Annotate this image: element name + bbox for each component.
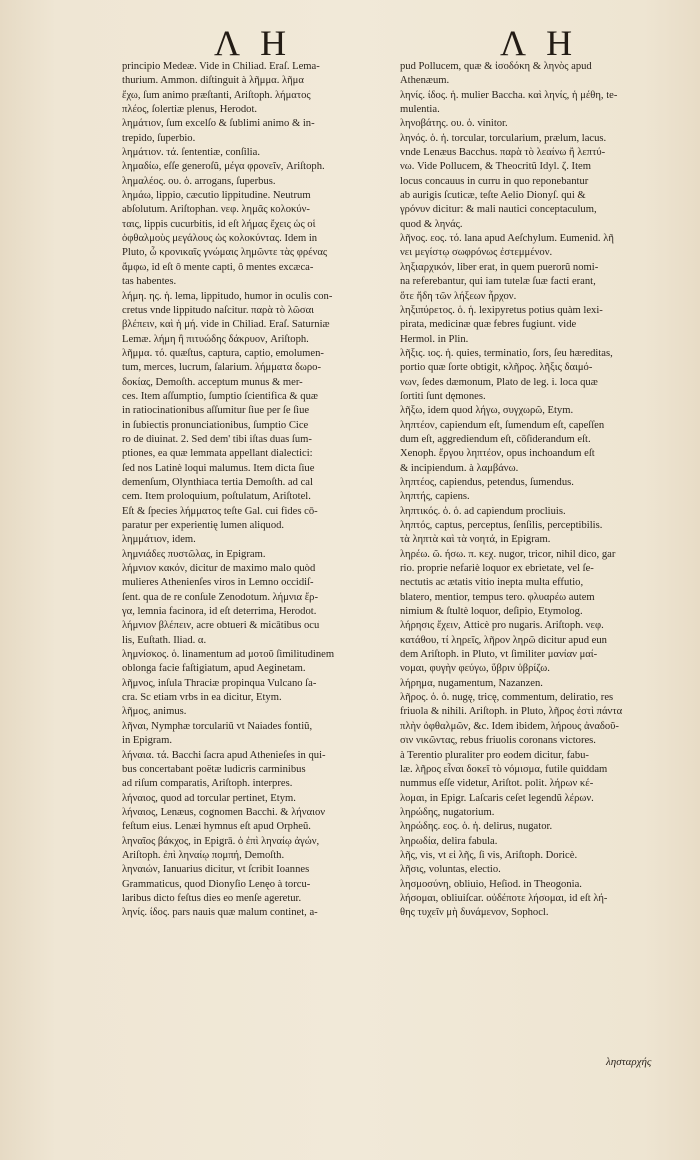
- text-line: à Terentio pluraliter pro eodem dicitur, fabu-: [400, 749, 589, 761]
- text-line: ληξιαρχικόν, liber erat, in quem puerorũ nomi-: [400, 261, 599, 273]
- text-line: γα, lemnia facinora, id eſt deterrima, Herodot.: [122, 606, 317, 618]
- text-line: ληναιών, Ianuarius dicitur, vt ſcribit Ioannes: [122, 864, 310, 876]
- text-line: ro de diuinat. 2. Sed dem' tibi iſtas duas ſum-: [122, 433, 312, 445]
- text-line: thurium. Ammon. diſtinguit à λῆμμα. λῆμα: [122, 75, 304, 87]
- text-line: Lemæ. λήμη ἢ πιτυώδης δάκρυον, Ariſtoph.: [122, 333, 309, 345]
- text-line: ληνίς. ίδος. pars nauis quæ malum continet, a-: [122, 907, 318, 919]
- text-line: tas habentes.: [122, 276, 177, 288]
- text-line: ὀφθαλμοὺς μεγάλους ὡς κολοκύντας. Idem in: [122, 233, 318, 245]
- text-line: ſortiti ſunt dęmones.: [400, 390, 486, 402]
- text-line: πλὴν ὀφθαλμῶν, &c. Idem ibidem, λήρους ἀναδοῦ-: [400, 720, 619, 732]
- text-line: in ſubiectis pronunciationibus, ſumptio Cice: [122, 419, 309, 431]
- text-line: blatero, mentior, tempus tero. φλυαρέω autem: [400, 591, 595, 603]
- text-line: λήναιος, Lenæus, cognomen Bacchi. & λήναιον: [122, 806, 326, 818]
- text-line: locus concauus in curru in quo reponebantur: [400, 175, 589, 187]
- text-line: ὅτε ἤδη τῶν λήξεων ἦρχον.: [400, 290, 517, 302]
- text-line: λῆς, vis, vt εἰ λῆς, ſi vis, Ariſtoph. Doricè.: [400, 849, 578, 861]
- text-line: λῆσις, voluntas, electio.: [400, 864, 501, 876]
- text-line: dum eſt, aggrediendum eſt, cōſiderandum eſt.: [400, 433, 591, 445]
- text-line: λημάω, lippio, cæcutio lippitudine. Neutrum: [122, 190, 311, 202]
- text-line: θης τυχεῖν μὴ δυνάμενον, Sophocl.: [400, 907, 549, 919]
- text-line: πλέος, ſolertiæ plenus, Herodot.: [122, 104, 258, 116]
- text-line: cretus vnde lippitudo naſcitur. παρὰ τὸ λῶσαι: [122, 304, 314, 316]
- text-line: λημαδίω, eſſe generoſũ, μέγα φρονεῖν, Ariſtoph.: [122, 161, 325, 173]
- text-line: ληπτός, captus, perceptus, ſenſilis, perceptibilis.: [400, 520, 603, 531]
- text-line: λῆξω, idem quod λήγω, συγχωρῶ, Etym.: [400, 405, 574, 417]
- running-head-right: Λ Η: [500, 23, 579, 63]
- text-line: cra. Sc etiam vrbs in ea dicitur, Etym.: [122, 692, 282, 704]
- text-line: pirata, medicinæ quæ febres fugiunt. vide: [400, 319, 577, 331]
- text-line: nectutis ac ætatis vitio inepta multa effutio,: [400, 577, 584, 589]
- text-line: vnde Lenæus Bacchus. παρὰ τὸ λεαίνω ἢ λεπτύ-: [400, 147, 606, 159]
- text-line: rio. proprie nefariè loquor ex ebrietate, vel ſe-: [400, 563, 594, 575]
- text-line: principio Medeæ. Vide in Chiliad. Eraſ. Lema-: [122, 61, 320, 72]
- text-line: nimium & ſtultè loquor, deſipio, Etymolog.: [400, 606, 583, 618]
- text-line: ces. Item aſſumptio, ſumptio ſcientifica & quæ: [122, 390, 318, 402]
- text-line: λημαλέος. ου. ὁ. arrogans, ſuperbus.: [122, 175, 276, 187]
- text-line: feſtum eius. Lenæi hymnus eſt apud Orpheũ.: [122, 821, 311, 833]
- text-line: trepido, ſuperbio.: [122, 132, 196, 144]
- text-line: λῆναι, Nymphæ torculariũ vt Naiades fontiũ,: [122, 720, 313, 732]
- text-line: ληνοβάτης. ου. ὁ. vinitor.: [400, 118, 508, 130]
- text-line: ληρωδία, delira fabula.: [400, 835, 498, 847]
- text-line: λῆμμα. τό. quæſtus, captura, captio, emolumen-: [122, 347, 324, 359]
- text-line: λήναιος, quod ad torcular pertinet, Etym.: [122, 792, 296, 804]
- text-line: portio quæ ſorte obtigit, κλῆρος. λῆξις δαιμό-: [400, 362, 593, 374]
- running-head-left: Λ Η: [214, 23, 293, 63]
- text-line: λημάτιον. τά. ſententiæ, conſilia.: [122, 147, 260, 159]
- text-line: λήναια. τά. Bacchi ſacra apud Athenieſes in qui-: [122, 749, 326, 761]
- text-line: βλέπειν, καὶ ἡ μή. vide in Chiliad. Eraſ. Saturniæ: [122, 319, 330, 331]
- text-line: λῆμνος, inſula Thraciæ propinqua Vulcano ſa-: [122, 677, 317, 689]
- text-line: laribus dicto feſtus dies eo menſe ageretur.: [122, 892, 302, 904]
- text-line: ληξιπύρετος. ὁ. ἡ. lexipyretus potius quàm lexi-: [400, 304, 603, 316]
- left-column: [122, 60, 384, 921]
- text-line: ſent. qua de re conſule Zenodotum. λήμνια ἔρ-: [122, 591, 318, 603]
- text-line: ad riſum comparatis, Ariſtoph. interpres.: [122, 778, 293, 790]
- text-line: λήμνιον βλέπειν, acre obtueri & micātibus ocu: [122, 620, 320, 632]
- text-line: lis, Euſtath. Iliad. α.: [122, 634, 207, 646]
- text-line: ληναῖος βάκχος, in Epigrā. ὁ ἐπὶ ληναίῳ ἀγών,: [122, 835, 320, 847]
- text-line: Hermol. in Plin.: [400, 333, 469, 345]
- text-line: ληρώδης. εος. ὁ. ἡ. delirus, nugator.: [400, 821, 553, 833]
- catchword: λησταρχής: [606, 1056, 652, 1068]
- text-line: nummus eſſe videtur, Ariſtot. polit. λήρων κέ-: [400, 778, 594, 790]
- text-line: νομαι, φυγὴν φεύγω, ὕβριν ὑβρίζω.: [400, 663, 550, 675]
- text-line: νει μεγίστῳ σωφρόνως ἐστεμμένον.: [400, 247, 553, 259]
- text-line: ληνίς. ίδος. ἡ. mulier Baccha. καὶ ληνίς, ἡ μέθη, te-: [400, 89, 618, 101]
- text-line: κατάθου, τί ληρεῖς, λῆρον ληρῶ dicitur apud eun: [400, 634, 607, 646]
- text-line: νω. Vide Pollucem, & Theocritũ Idyl. ζ. Item: [400, 161, 591, 173]
- text-line: ληνός. ὁ. ἡ. torcular, torcularium, prælum, lacus.: [400, 132, 607, 144]
- text-line: Xenoph. ἔργου ληπτέον, opus inchoandum eſt: [400, 448, 595, 460]
- text-line: ταις, lippis cucurbitis, id eſt λήμας ἔχεις ὡς οἱ: [122, 218, 316, 230]
- text-line: νων, ſedes dæmonum, Plato de leg. i. loca quæ: [400, 376, 598, 388]
- text-line: τὰ ληπτὰ καὶ τὰ νοητά, in Epigram.: [400, 534, 551, 546]
- text-line: λησμοσύνη, obliuio, Heſiod. in Theogonia.: [400, 878, 582, 890]
- text-line: λημνίσκος. ὁ. linamentum ad μοτοῦ ſimilitudinem: [122, 649, 335, 661]
- text-line: γρόνυν dicitur: & mali nautici conceptaculum,: [400, 204, 597, 216]
- text-line: λῆρος. ὁ. ὁ. nugę, tricę, commentum, deliratio, res: [400, 692, 614, 704]
- text-line: ληπτής, capiens.: [400, 491, 470, 503]
- text-line: & incipiendum. à λαμβάνω.: [400, 462, 519, 474]
- text-line: bus concertabant poëtæ ludicris carminibus: [122, 763, 306, 775]
- text-line: λῆξις. ιος. ἡ. quies, terminatio, ſors, ſeu hæreditas,: [400, 347, 613, 359]
- text-line: na referebantur, qui iam tutelæ ſuæ facti erant,: [400, 276, 596, 288]
- text-line: Athenæum.: [400, 75, 450, 87]
- text-line: tum, merces, lucrum, ſalarium. λήμματα δωρο-: [122, 362, 321, 374]
- text-line: oblonga facie faſtigiatum, apud Aeginetam.: [122, 663, 306, 675]
- text-line: in Epigram.: [122, 735, 173, 747]
- text-line: λήμη. ης. ἡ. lema, lippitudo, humor in oculis con-: [122, 290, 333, 302]
- text-line: ab aurigis ſcuticæ, teſte Aelio Dionyſ. qui &: [400, 190, 586, 202]
- text-line: ληρέω. ῶ. ήσω. π. κεχ. nugor, tricor, nihil dico, gar: [400, 548, 616, 560]
- text-line: Ariſtoph. ἐπὶ ληναίῳ πομπή, Demoſth.: [122, 849, 285, 861]
- text-line: Eſt & ſpecies λήμματος teſte Gal. cui fides cō-: [122, 505, 318, 517]
- text-line: λημμάτιον, idem.: [122, 534, 196, 546]
- text-line: ptiones, ea quæ lemmata appellant dialectici:: [122, 448, 313, 460]
- text-line: ληπτέον, capiendum eſt, ſumendum eſt, capeſſen: [400, 419, 605, 431]
- text-line: ἄμφω, id eſt ô mente capti, ô mentes excæca-: [122, 261, 314, 273]
- text-line: in ratiocinationibus aſſumitur ſiue per ſe ſiue: [122, 405, 310, 417]
- text-line: Grammaticus, quod Dionyſio Lenęo à torcu-: [122, 878, 311, 890]
- text-line: abſolutum. Ariſtophan. νεφ. λημᾶς κολοκύν-: [122, 204, 310, 216]
- text-line: λήμνιον κακόν, dicitur de maximo malo quòd: [122, 563, 316, 575]
- right-column: [400, 60, 662, 921]
- text-line: λῆνος. εος. τό. lana apud Aeſchylum. Eumenid. λῆ: [400, 233, 614, 245]
- text-line: λημνιάδες πυστῶλας, in Epigram.: [122, 548, 266, 560]
- text-line: ληρώδης, nugatorium.: [400, 806, 495, 818]
- text-line: mulieres Athenienſes viros in Lemno occidiſ-: [122, 577, 314, 589]
- text-line: paratur per experientię lumen aliquod.: [122, 520, 285, 531]
- text-line: λήσομαι, obliuiſcar. οὐδέποτε λήσομαι, id eſt λή-: [400, 892, 608, 904]
- text-line: ληπτέος, capiendus, petendus, ſumendus.: [400, 476, 574, 488]
- text-line: friuola & nihili. Ariſtoph. in Pluto, λῆρος ἐστὶ πάντα: [400, 706, 623, 718]
- text-line: Pluto, ὦ κρονικαῖς γνώμαις λημῶντε τὰς φρένας: [122, 247, 328, 259]
- text-line: mulentia.: [400, 104, 440, 116]
- text-line: quod & ληνάς.: [400, 218, 463, 230]
- text-line: λῆμος, animus.: [122, 706, 187, 718]
- text-line: λήρησις ἔχειν, Atticè pro nugaris. Ariſtoph. νεφ.: [400, 620, 604, 632]
- text-line: læ. λῆρος εἶναι δοκεῖ τὸ νόμισμα, futile quiddam: [400, 763, 608, 775]
- text-line: λομαι, in Epigr. Laſcaris ceſet legendũ λέρων.: [400, 792, 594, 804]
- text-line: pud Pollucem, quæ & ἰσοδόκη & ληνὸς apud: [400, 61, 592, 72]
- text-line: σιν νικῶντας, rebus friuolis coronans victores.: [400, 735, 596, 747]
- text-line: ἔχω, ſum animo præſtanti, Ariſtoph. λήματος: [122, 89, 311, 101]
- text-line: ληπτικός. ὁ. ὁ. ad capiendum procliuis.: [400, 505, 566, 517]
- text-line: δοκίας, Demoſth. acceptum munus & mer-: [122, 376, 303, 388]
- text-line: demenſum, Olynthiaca tertia Demoſth. ad cal: [122, 476, 313, 488]
- text-line: dem Ariſtoph. in Pluto, vt ſimiliter μανίαν μαί-: [400, 649, 598, 661]
- text-line: cem. Item proloquium, poſtulatum, Ariſtotel.: [122, 491, 311, 503]
- text-line: λημάτιον, ſum excelſo & ſublimi animo & in-: [122, 118, 315, 130]
- text-line: λήρημα, nugamentum, Nazanzen.: [400, 677, 543, 689]
- text-line: ſed nos Latinè loqui malumus. Item dicta ſiue: [122, 462, 315, 474]
